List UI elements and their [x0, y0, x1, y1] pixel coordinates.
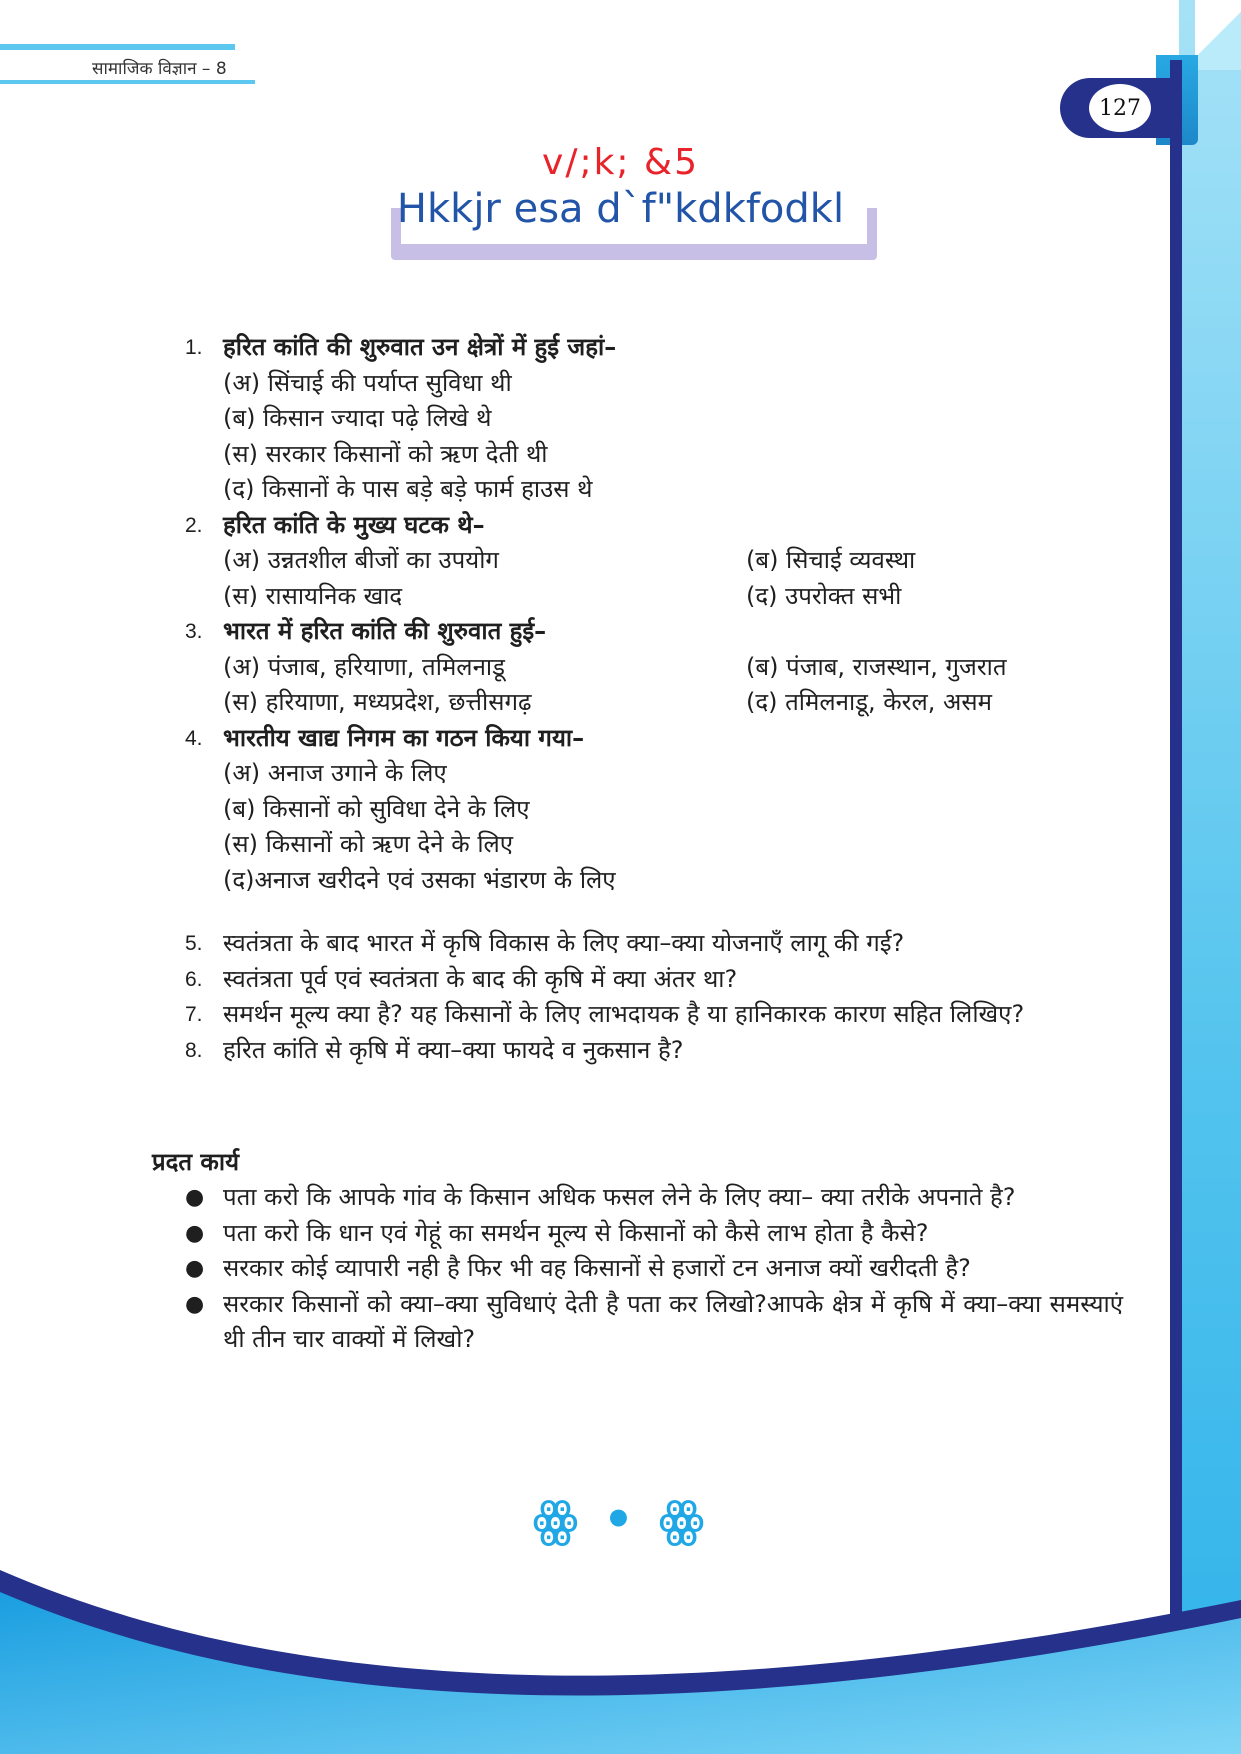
list-item: ● सरकार किसानों को क्या–क्या सुविधाएं देती है पता कर लिखो?आपके क्षेत्र में कृषि में क्या–क्या समस्याएं थी तीन चार वाक्यों में लिखो?: [185, 1287, 1125, 1358]
option: (स) सरकार किसानों को ऋण देती थी: [223, 439, 548, 468]
chapter-title: Hkkjr esa d`f"kdkfodkl: [396, 186, 845, 232]
option: (अ) सिंचाई की पर्याप्त सुविधा थी: [223, 368, 512, 397]
option-row: [185, 685, 1125, 721]
book-title: सामाजिक विज्ञान – 8: [92, 59, 227, 79]
bullet-icon: ●: [185, 1185, 205, 1210]
option: (स) किसानों को ऋण देने के लिए: [223, 830, 514, 858]
side-corner: [1195, 0, 1241, 70]
project-list: [185, 1180, 1125, 1358]
option-row: [185, 579, 1125, 615]
header-stripe-top: [0, 44, 235, 50]
option: (द) उपरोक्त सभी: [746, 581, 902, 610]
bullet-icon: ●: [185, 1256, 205, 1281]
option: (अ) अनाज उगाने के लिए: [223, 759, 447, 787]
option: (ब) किसान ज्यादा पढ़े लिखे थे: [223, 404, 492, 432]
option: (ब) सिचाई व्यवस्था: [746, 546, 916, 574]
questions-section: [185, 330, 1125, 1068]
side-band: [1179, 0, 1241, 1754]
option: (ब) किसानों को सुविधा देने के लिए: [223, 794, 530, 823]
chapter-label: v/;k; &5: [542, 142, 699, 183]
end-ornament: ꙮ • ꙮ: [532, 1492, 709, 1548]
question-3: 3. भारत में हरित कांति की शुरुवात हुई–: [185, 617, 547, 645]
option: (द) तमिलनाडू, केरल, असम: [746, 688, 992, 716]
list-item: ● सरकार कोई व्यापारी नही है फिर भी वह किसानों से हजारों टन अनाज क्यों खरीदती है?: [185, 1251, 1125, 1287]
question-8: 8. हरित कांति से कृषि में क्या–क्या फायदे व नुकसान है?: [185, 1035, 684, 1064]
question-6: 6. स्वतंत्रता पूर्व एवं स्वतंत्रता के बाद की कृषि में क्या अंतर था?: [185, 964, 738, 993]
option: (अ) पंजाब, हरियाणा, तमिलनाडू: [223, 652, 505, 681]
question-4: 4. भारतीय खाद्य निगम का गठन किया गया–: [185, 723, 585, 752]
bullet-icon: ●: [185, 1291, 205, 1317]
side-line: [1170, 60, 1182, 1620]
page-number: 127: [1089, 84, 1151, 132]
list-item: ● पता करो कि आपके गांव के किसान अधिक फसल लेने के लिए क्या– क्या तरीके अपनाते है?: [185, 1180, 1125, 1216]
list-item: ● पता करो कि धान एवं गेहूं का समर्थन मूल्य से किसानों को कैसे लाभ होता है कैसे?: [185, 1216, 1125, 1252]
option: (स) हरियाणा, मध्यप्रदेश, छत्तीसगढ़: [223, 688, 532, 716]
project-heading: प्रदत कार्य: [152, 1148, 240, 1176]
question-2: 2. हरित कांति के मुख्य घटक थे–: [185, 510, 485, 539]
option: (अ) उन्नतशील बीजों का उपयोग: [223, 546, 499, 574]
option-row: [185, 650, 1125, 686]
question-5: 5. स्वतंत्रता के बाद भारत में कृषि विकास के लिए क्या–क्या योजनाएँ लागू की गई?: [185, 929, 905, 957]
option: (द)अनाज खरीदने एवं उसका भंडारण के लिए: [223, 865, 616, 894]
question-7: 7. समर्थन मूल्य क्या है? यह किसानों के लिए लाभदायक है या हानिकारक कारण सहित लिखिए?: [185, 1000, 1025, 1028]
option-row: [185, 543, 1125, 579]
option: (ब) पंजाब, राजस्थान, गुजरात: [746, 652, 1007, 681]
option: (द) किसानों के पास बड़े बड़े फार्म हाउस थे: [223, 475, 593, 503]
question-1: 1. हरित कांति की शुरुवात उन क्षेत्रों में हुई जहां–: [185, 333, 617, 361]
option: (स) रासायनिक खाद: [223, 581, 403, 610]
bottom-wave: [0, 1560, 1241, 1754]
header-stripe-bottom: [0, 80, 255, 84]
bullet-icon: ●: [185, 1220, 205, 1246]
